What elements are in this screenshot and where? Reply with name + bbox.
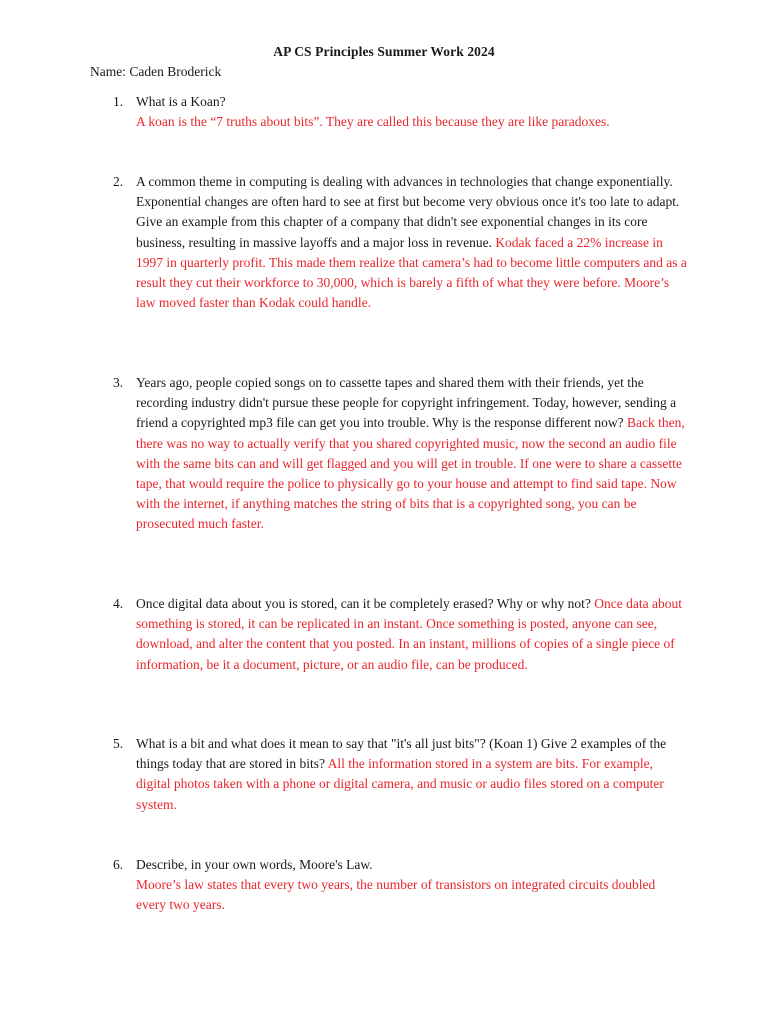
question-text: What is a bit and what does it mean to say that "it's all just bits"? (Koan 1) Give 2 examples of the things today that are stored in bits? — [136, 736, 667, 772]
question-item-2 — [113, 172, 688, 313]
question-text: A common theme in computing is dealing with advances in technologies that change exponentially. Exponential changes are often hard to see at first but become very obvious once it's too late to adapt. Give an example from this chapter of a company that didn't see exponential changes in its core business, resulting in massive layoffs and a major loss in revenue. — [136, 174, 680, 250]
question-number: 6. — [113, 857, 124, 872]
answer-text: Kodak faced a 22% increase in 1997 in quarterly profit. This made them realize that camera’s had to become little computers and as a result they cut their workforce to 30,000, which is barely a fifth of what they were before. Moore’s law moved faster than Kodak could handle. — [136, 234, 687, 311]
question-body — [136, 594, 688, 675]
question-body — [136, 92, 688, 132]
question-text: Describe, in your own words, Moore's Law. — [136, 857, 373, 872]
question-text: Once digital data about you is stored, can it be completely erased? Why or why not? — [136, 596, 591, 611]
answer-text: Once data about something is stored, it can be replicated in an instant. Once something is posted, anyone can see, download, and alter the content that you posted. In an instant, millions of copies of a single piece of information, be it a document, picture, or an audio file, can be produced. — [136, 596, 682, 672]
answer-text: Back then, there was no way to actually verify that you shared copyrighted music, now the second an audio file with the same bits can and will get flagged and you will get in trouble. If one were to share a cassette tape, that would require the police to physically go to your house and attempt to find said tape. Now with the internet, if anything matches the string of bits that is a copyrighted song, you can be prosecuted much faster. — [136, 415, 685, 532]
question-number: 5. — [113, 736, 124, 751]
answer-text: All the information stored in a system are bits. For example, digital photos taken with a phone or digital camera, and music or audio files stored on a computer system. — [136, 756, 664, 812]
question-body — [136, 855, 688, 916]
question-number: 3. — [113, 375, 124, 390]
answer-text: A koan is the “7 truths about bits”. They are called this because they are like paradoxes. — [136, 114, 610, 130]
question-number: 2. — [113, 174, 124, 189]
question-item-3 — [113, 373, 688, 535]
question-body — [136, 373, 688, 535]
question-text: Years ago, people copied songs on to cassette tapes and shared them with their friends, yet the recording industry didn't pursue these people for copyright infringement. Today, however, sending a friend a copyrighted mp3 file can get you into trouble. Why is the response different now? — [136, 375, 677, 431]
question-body — [136, 734, 688, 815]
document-title: AP CS Principles Summer Work 2024 — [273, 44, 495, 59]
question-text: What is a Koan? — [136, 94, 226, 109]
question-item-1 — [113, 92, 688, 132]
answer-text: Moore’s law states that every two years, the number of transistors on integrated circuits doubled every two years. — [136, 877, 656, 913]
question-number: 1. — [113, 94, 124, 109]
question-number: 4. — [113, 596, 124, 611]
question-item-5 — [113, 734, 688, 815]
question-body — [136, 172, 688, 313]
student-name-line: Name: Caden Broderick — [90, 64, 222, 79]
question-item-4 — [113, 594, 688, 675]
question-item-6 — [113, 855, 688, 916]
